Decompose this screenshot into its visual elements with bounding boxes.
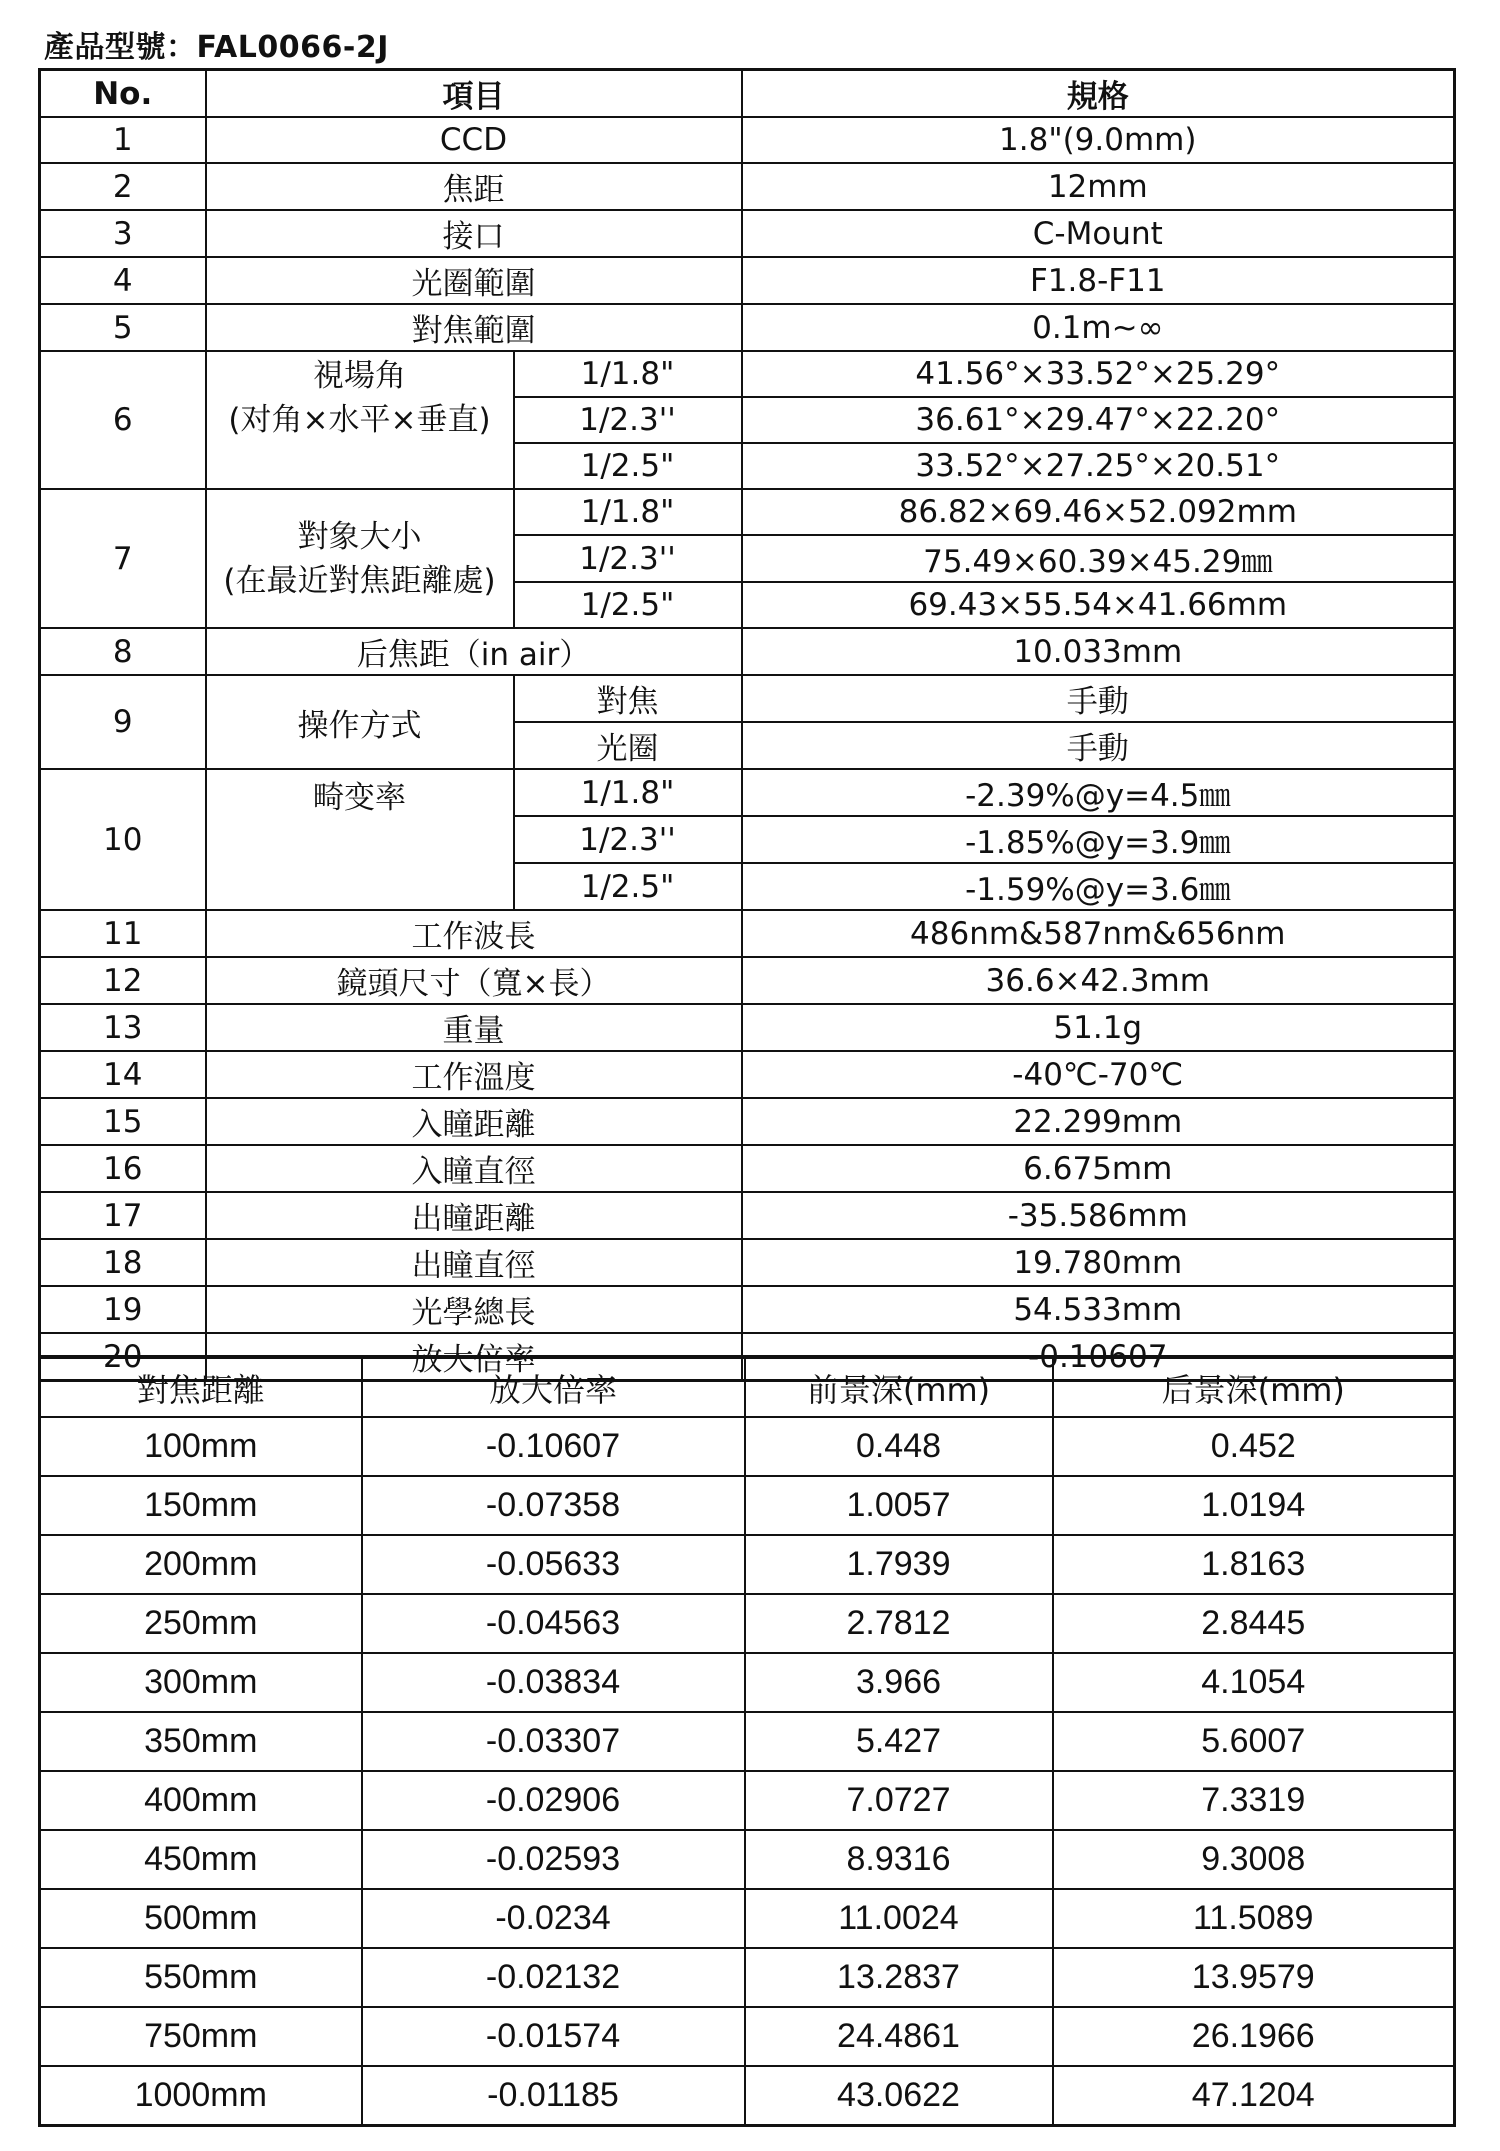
row-sub: 1/2.3'' [514,816,742,863]
cell-focus-distance: 100mm [40,1417,362,1476]
row-item: 重量 [206,1004,742,1051]
row-value: 22.299mm [742,1098,1455,1145]
cell-focus-distance: 250mm [40,1594,362,1653]
row-item: 放大倍率 [206,1333,742,1381]
cell-magnification: -0.02593 [362,1830,745,1889]
row-no: 5 [40,304,206,351]
row-item: 接口 [206,210,742,257]
row-no: 1 [40,117,206,163]
row-no: 13 [40,1004,206,1051]
cell-front-dof: 0.448 [745,1417,1053,1476]
fov-label: 視場角 [313,358,406,394]
row-value: 75.49×60.39×45.29㎜ [742,535,1455,582]
cell-magnification: -0.05633 [362,1535,745,1594]
row-item: 出瞳直徑 [206,1239,742,1286]
dof-header-row [40,1357,1455,1417]
cell-focus-distance: 500mm [40,1889,362,1948]
row-no: 14 [40,1051,206,1098]
object-size-label: 對象大小 [297,518,422,555]
fov-sublabel: (对角×水平×垂直) [228,402,491,438]
header-rear-dof: 后景深(mm) [1053,1357,1455,1417]
header-magnification: 放大倍率 [362,1357,745,1417]
cell-front-dof: 3.966 [745,1653,1053,1712]
row-no: 9 [40,675,206,769]
dof-row [40,1948,1455,2007]
cell-front-dof: 1.7939 [745,1535,1053,1594]
spec-row-8 [40,628,1455,675]
object-size-sublabel: (在最近對焦距離處) [223,562,496,599]
row-item: 操作方式 [206,675,514,769]
row-value: 51.1g [742,1004,1455,1051]
spec-row-6 [40,351,1455,397]
cell-focus-distance: 150mm [40,1476,362,1535]
row-sub: 1/2.5" [514,863,742,910]
cell-focus-distance: 200mm [40,1535,362,1594]
row-sub: 光圈 [514,722,742,769]
dof-row [40,2007,1455,2066]
row-no: 6 [40,351,206,489]
row-no: 20 [40,1333,206,1381]
dof-row [40,1830,1455,1889]
cell-rear-dof: 5.6007 [1053,1712,1455,1771]
spec-row-19 [40,1286,1455,1333]
spec-row-5 [40,304,1455,351]
row-value: 86.82×69.46×52.092mm [742,489,1455,535]
row-value: 36.61°×29.47°×22.20° [742,397,1455,443]
dof-row [40,1889,1455,1948]
cell-magnification: -0.0234 [362,1889,745,1948]
header-spec: 規格 [742,70,1455,118]
spec-row-12 [40,957,1455,1004]
spec-row-15 [40,1098,1455,1145]
row-value: 10.033mm [742,628,1455,675]
row-no: 16 [40,1145,206,1192]
cell-magnification: -0.10607 [362,1417,745,1476]
cell-rear-dof: 47.1204 [1053,2066,1455,2126]
cell-rear-dof: 0.452 [1053,1417,1455,1476]
row-item-fov [206,351,514,489]
row-no: 12 [40,957,206,1004]
row-value: -35.586mm [742,1192,1455,1239]
row-item: CCD [206,117,742,163]
cell-magnification: -0.01574 [362,2007,745,2066]
cell-front-dof: 24.4861 [745,2007,1053,2066]
spec-row-9 [40,675,1455,722]
dof-row [40,1594,1455,1653]
row-sub: 1/1.8" [514,489,742,535]
row-no: 7 [40,489,206,628]
row-value: -2.39%@y=4.5㎜ [742,769,1455,816]
row-item: 光學總長 [206,1286,742,1333]
row-sub: 1/2.5" [514,582,742,628]
spec-row-2 [40,163,1455,210]
cell-magnification: -0.03834 [362,1653,745,1712]
row-value: -1.59%@y=3.6㎜ [742,863,1455,910]
row-no: 17 [40,1192,206,1239]
row-no: 11 [40,910,206,957]
cell-magnification: -0.07358 [362,1476,745,1535]
dof-row [40,1417,1455,1476]
row-item: 后焦距（in air） [206,628,742,675]
cell-rear-dof: 1.8163 [1053,1535,1455,1594]
cell-focus-distance: 750mm [40,2007,362,2066]
spec-row-10 [40,769,1455,816]
cell-focus-distance: 400mm [40,1771,362,1830]
row-sub: 對焦 [514,675,742,722]
row-value: 0.1m~∞ [742,304,1455,351]
cell-magnification: -0.02132 [362,1948,745,2007]
spec-header-row [40,70,1455,118]
cell-rear-dof: 2.8445 [1053,1594,1455,1653]
row-sub: 1/1.8" [514,351,742,397]
cell-front-dof: 1.0057 [745,1476,1053,1535]
row-item-object-size [206,489,514,628]
spec-row-3 [40,210,1455,257]
row-value: 19.780mm [742,1239,1455,1286]
spec-row-7 [40,489,1455,535]
row-value: 69.43×55.54×41.66mm [742,582,1455,628]
header-no: No. [40,70,206,118]
cell-magnification: -0.03307 [362,1712,745,1771]
header-item: 項目 [206,70,742,118]
cell-front-dof: 7.0727 [745,1771,1053,1830]
row-no: 15 [40,1098,206,1145]
spec-row-11 [40,910,1455,957]
cell-front-dof: 43.0622 [745,2066,1053,2126]
cell-front-dof: 5.427 [745,1712,1053,1771]
row-no: 3 [40,210,206,257]
row-sub: 1/2.3'' [514,397,742,443]
cell-rear-dof: 1.0194 [1053,1476,1455,1535]
dof-row [40,1653,1455,1712]
dof-row [40,1535,1455,1594]
cell-rear-dof: 26.1966 [1053,2007,1455,2066]
dof-row [40,1712,1455,1771]
cell-focus-distance: 350mm [40,1712,362,1771]
row-sub: 1/2.5" [514,443,742,489]
header-focus-distance: 對焦距離 [40,1357,362,1417]
row-no: 4 [40,257,206,304]
row-item: 畸变率 [206,769,514,910]
row-no: 18 [40,1239,206,1286]
spec-row-16 [40,1145,1455,1192]
row-value: -40℃-70℃ [742,1051,1455,1098]
cell-focus-distance: 1000mm [40,2066,362,2126]
cell-rear-dof: 7.3319 [1053,1771,1455,1830]
row-item: 工作溫度 [206,1051,742,1098]
row-value: 33.52°×27.25°×20.51° [742,443,1455,489]
cell-magnification: -0.04563 [362,1594,745,1653]
spec-row-14 [40,1051,1455,1098]
depth-of-field-table [38,1355,1456,2127]
row-item: 工作波長 [206,910,742,957]
spec-row-13 [40,1004,1455,1051]
cell-focus-distance: 300mm [40,1653,362,1712]
cell-magnification: -0.02906 [362,1771,745,1830]
cell-magnification: -0.01185 [362,2066,745,2126]
cell-front-dof: 8.9316 [745,1830,1053,1889]
row-value: 36.6×42.3mm [742,957,1455,1004]
row-value: -1.85%@y=3.9㎜ [742,816,1455,863]
row-sub: 1/1.8" [514,769,742,816]
row-value: 1.8"(9.0mm) [742,117,1455,163]
row-item: 焦距 [206,163,742,210]
cell-front-dof: 2.7812 [745,1594,1053,1653]
cell-rear-dof: 11.5089 [1053,1889,1455,1948]
row-value: -0.10607 [742,1333,1455,1381]
cell-focus-distance: 450mm [40,1830,362,1889]
row-value: 6.675mm [742,1145,1455,1192]
dof-row [40,1771,1455,1830]
row-value: 486nm&587nm&656nm [742,910,1455,957]
dof-row [40,1476,1455,1535]
cell-rear-dof: 4.1054 [1053,1653,1455,1712]
row-sub: 1/2.3'' [514,535,742,582]
cell-front-dof: 13.2837 [745,1948,1053,2007]
dof-row [40,2066,1455,2126]
cell-focus-distance: 550mm [40,1948,362,2007]
spec-row-1 [40,117,1455,163]
row-value: 手動 [742,722,1455,769]
row-value: 12mm [742,163,1455,210]
row-no: 2 [40,163,206,210]
cell-rear-dof: 13.9579 [1053,1948,1455,2007]
cell-rear-dof: 9.3008 [1053,1830,1455,1889]
row-no: 10 [40,769,206,910]
row-item: 入瞳距離 [206,1098,742,1145]
spec-row-18 [40,1239,1455,1286]
header-front-dof: 前景深(mm) [745,1357,1053,1417]
spec-row-17 [40,1192,1455,1239]
row-item: 入瞳直徑 [206,1145,742,1192]
row-value: 手動 [742,675,1455,722]
cell-front-dof: 11.0024 [745,1889,1053,1948]
row-value: 41.56°×33.52°×25.29° [742,351,1455,397]
row-item: 光圈範圍 [206,257,742,304]
row-value: F1.8-F11 [742,257,1455,304]
row-no: 8 [40,628,206,675]
row-value: C-Mount [742,210,1455,257]
row-no: 19 [40,1286,206,1333]
row-item: 鏡頭尺寸（寬×長） [206,957,742,1004]
row-item: 對焦範圍 [206,304,742,351]
row-item: 出瞳距離 [206,1192,742,1239]
document-title: 產品型號：FAL0066-2J [44,30,389,65]
spec-row-4 [40,257,1455,304]
spec-table [38,68,1456,1382]
row-value: 54.533mm [742,1286,1455,1333]
